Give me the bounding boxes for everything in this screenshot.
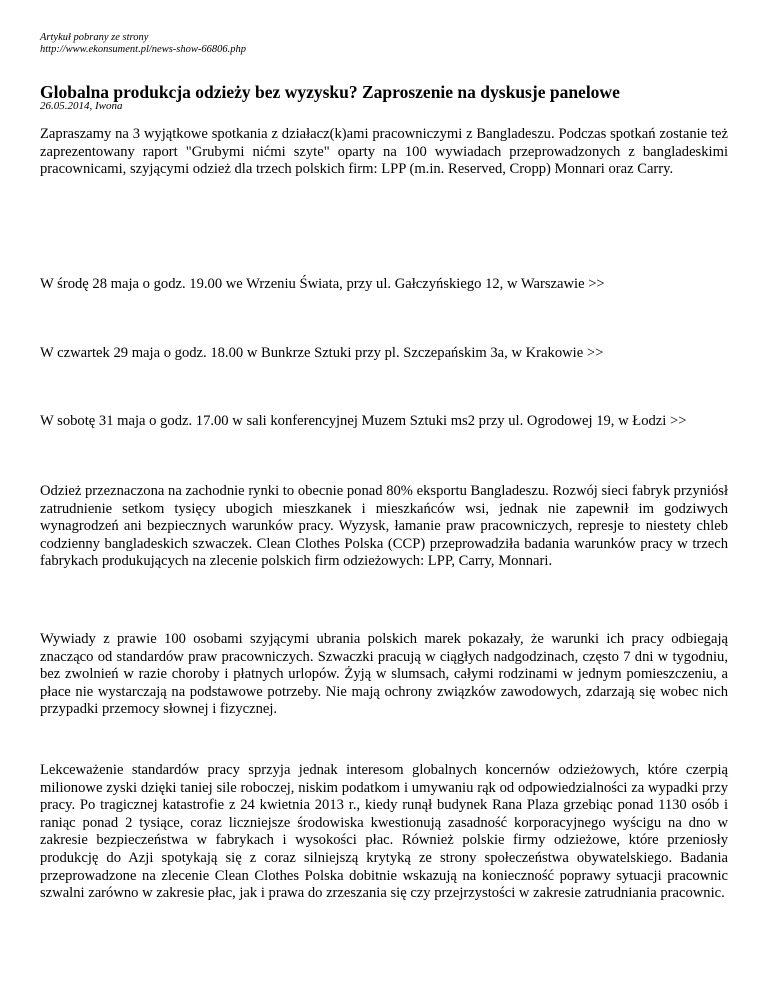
event-lodz[interactable]: W sobotę 31 maja o godz. 17.00 w sali konferencyjnej Muzem Sztuki ms2 przy ul. Ogrodowej 19, w Łodzi >>	[40, 413, 687, 429]
article-title: Globalna produkcja odzieży bez wyzysku? Zaproszenie na dyskusje panelowe	[40, 82, 620, 102]
source-label: Artykuł pobrany ze strony	[40, 32, 149, 43]
source-url: http://www.ekonsument.pl/news-show-66806.php	[40, 44, 247, 55]
paragraph-labor-standards: Lekceważenie standardów pracy sprzyja jednak interesom globalnych koncernów odzieżowych, które czerpią milionowe zyski dzięki taniej sile roboczej, niskim podatkom i umywaniu rąk od odpowiedzialności za wypadki przy pracy. Po tragicznej katastrofie z 24 kwietnia 2013 r., kiedy runął budynek Rana Plaza grzebiąc ponad 1130 osób i raniąc ponad 2 tysiące, coraz liczniejsze środowiska kwestionują zasadność korporacyjnego wyścigu na dno w zakresie bezpieczeństwa w fabrykach i wysokości płac. Również polskie firmy odzieżowe, które przeniosły produkcję do Azji spotykają się z coraz silniejszą krytyką ze strony społeczeństwa obywatelskiego. Badania przeprowadzone na zlecenie Clean Clothes Polska dobitnie wskazują na konieczność poprawy sytuacji pracownic szwalni zarówno w zakresie płac, jak i prawa do zrzeszania się czy przejrzystości w zakresie zatrudniania pracownic.	[40, 762, 728, 902]
event-warsaw[interactable]: W środę 28 maja o godz. 19.00 we Wrzeniu Świata, przy ul. Gałczyńskiego 12, w Warszawie >>	[40, 276, 605, 292]
source-note	[40, 32, 246, 56]
event-krakow[interactable]: W czwartek 29 maja o godz. 18.00 w Bunkrze Sztuki przy pl. Szczepańskim 3a, w Krakowie >>	[40, 345, 604, 361]
paragraph-interviews: Wywiady z prawie 100 osobami szyjącymi ubrania polskich marek pokazały, że warunki ich pracy odbiegają znacząco od standardów praw pracowniczych. Szwaczki pracują w ciągłych nadgodzinach, często 7 dni w tygodniu, bez zwolnień w razie choroby i płatnych urlopów. Żyją w slumsach, całymi rodzinami w jednym pomieszczeniu, a płace nie wystarczają na podstawowe potrzeby. Nie mają ochrony związków zawodowych, zdarzają się wobec nich przypadki przemocy słownej i fizycznej.	[40, 631, 728, 718]
article-date-author: 26.05.2014, Iwona	[40, 100, 123, 112]
intro-paragraph: Zapraszamy na 3 wyjątkowe spotkania z działacz(k)ami pracowniczymi z Bangladeszu. Podczas spotkań zostanie też zaprezentowany raport "Grubymi nićmi szyte" oparty na 100 wywiadach przeprowadzonych z bangladeskimi pracownicami, szyjącymi odzież dla trzech polskich firm: LPP (m.in. Reserved, Cropp) Monnari oraz Carry.	[40, 126, 728, 178]
paragraph-export: Odzież przeznaczona na zachodnie rynki to obecnie ponad 80% eksportu Bangladeszu. Rozwój sieci fabryk przyniósł zatrudnienie setkom tysięcy ubogich mieszkanek i mieszkańców wsi, jednak nie zapewnił im godziwych wynagrodzeń ani bezpiecznych warunków pracy. Wyzysk, łamanie praw pracowniczych, represje to niestety chleb codzienny bangladeskich szwaczek. Clean Clothes Polska (CCP) przeprowadziła badania warunków pracy w trzech fabrykach produkujących na zlecenie polskich firm odzieżowych: LPP, Carry, Monnari.	[40, 483, 728, 570]
